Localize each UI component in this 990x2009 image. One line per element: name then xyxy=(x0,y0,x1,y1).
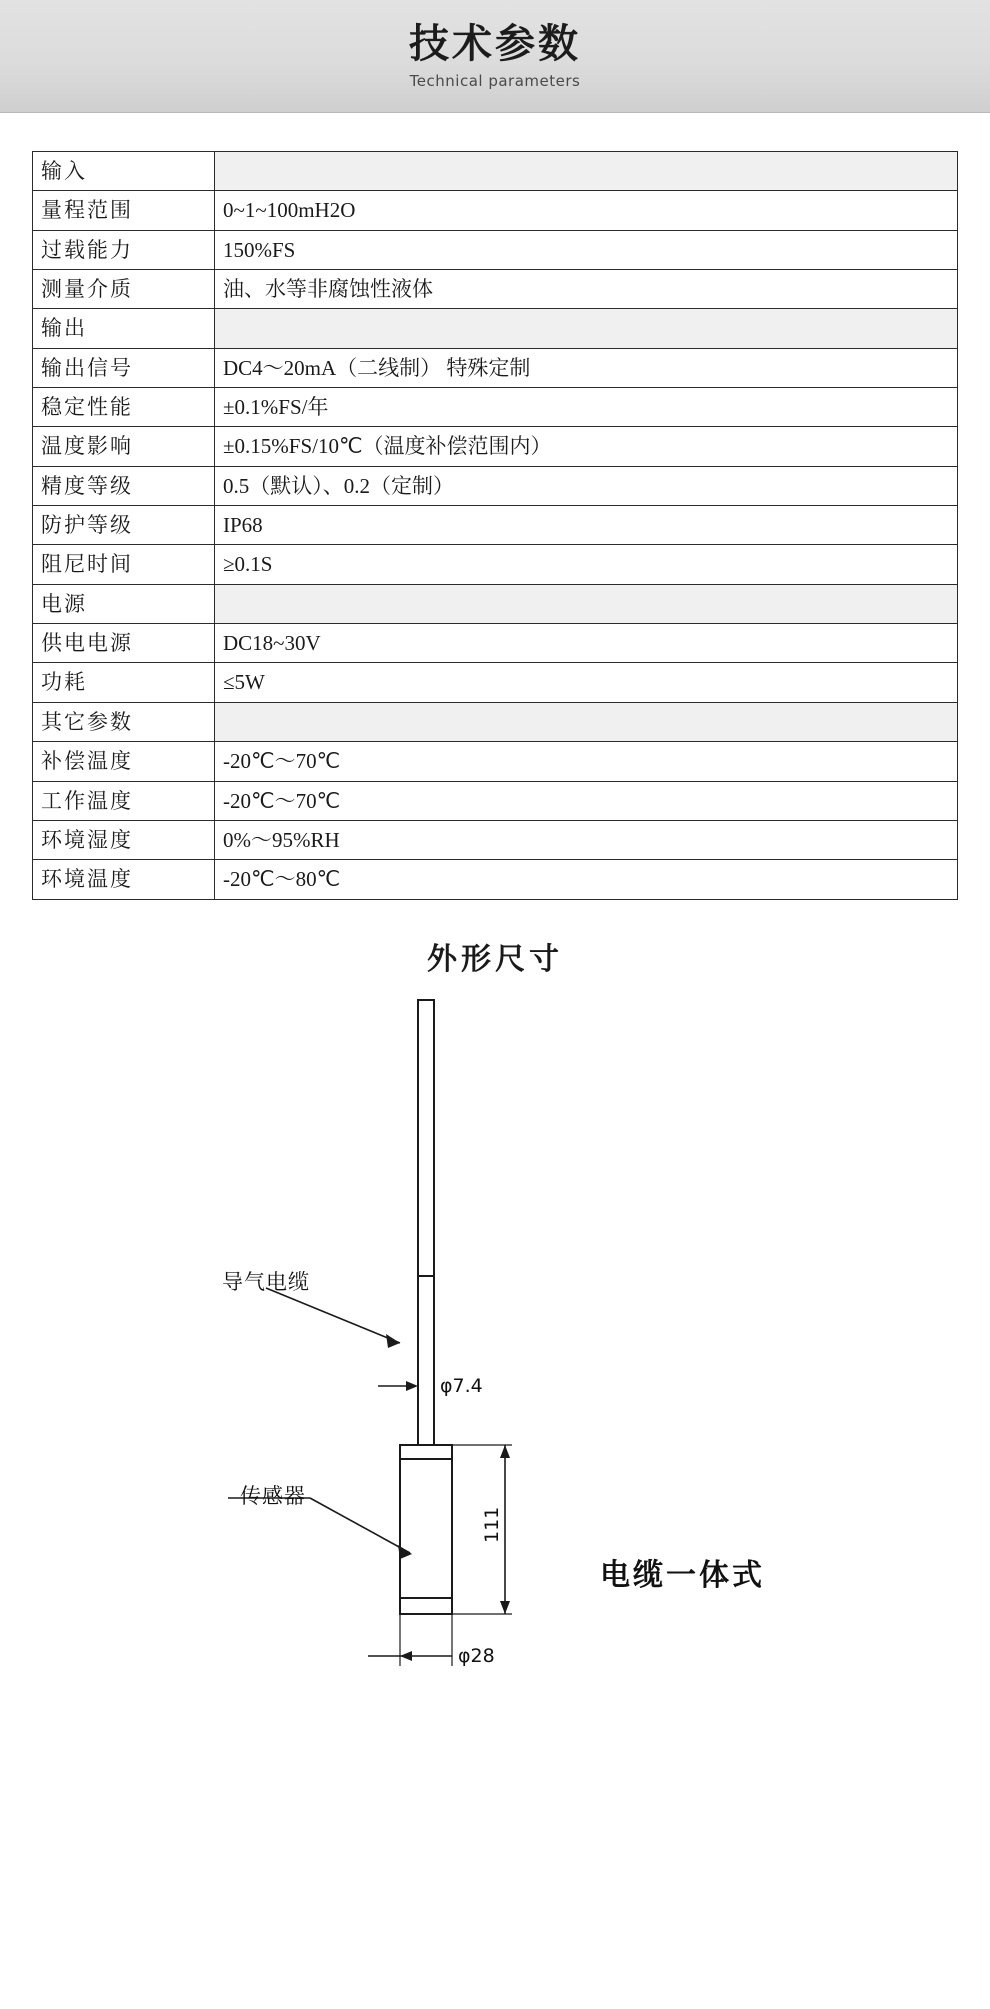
table-row xyxy=(33,506,958,545)
row-value xyxy=(215,309,958,348)
sensor-outline-drawing xyxy=(0,988,990,1708)
row-value: 油、水等非腐蚀性液体 xyxy=(215,270,958,309)
table-row xyxy=(33,191,958,230)
row-value: ±0.15%FS/10℃（温度补偿范围内） xyxy=(215,427,958,466)
cable-leader-line xyxy=(266,1288,400,1343)
row-label: 供电电源 xyxy=(33,624,215,663)
page-title: 技术参数 xyxy=(409,21,581,67)
cable-diameter-text: φ7.4 xyxy=(440,1374,483,1397)
product-type-label: 电缆一体式 xyxy=(600,1557,765,1593)
row-label: 电源 xyxy=(33,584,215,623)
row-value: 0~1~100mH2O xyxy=(215,191,958,230)
row-label: 输出信号 xyxy=(33,348,215,387)
body-length-text: 111 xyxy=(481,1506,503,1543)
sensor-body-shape xyxy=(400,1459,452,1614)
sensor-leader-line xyxy=(310,1498,410,1553)
row-label: 补偿温度 xyxy=(33,742,215,781)
row-label: 量程范围 xyxy=(33,191,215,230)
table-row xyxy=(33,230,958,269)
body-diameter-arrow xyxy=(400,1651,412,1661)
cable-diameter-arrow xyxy=(406,1381,418,1391)
table-row xyxy=(33,466,958,505)
sensor-callout-label: 传感器 xyxy=(240,1483,306,1508)
body-length-arrow-top xyxy=(500,1445,510,1458)
row-value xyxy=(215,702,958,741)
row-value: -20℃～80℃ xyxy=(215,860,958,899)
row-value: DC18~30V xyxy=(215,624,958,663)
row-value: ±0.1%FS/年 xyxy=(215,388,958,427)
row-label: 输入 xyxy=(33,152,215,191)
row-value: 0.5（默认）、0.2（定制） xyxy=(215,466,958,505)
table-row xyxy=(33,427,958,466)
row-label: 温度影响 xyxy=(33,427,215,466)
row-label: 阻尼时间 xyxy=(33,545,215,584)
page-header xyxy=(0,0,990,113)
row-label: 过载能力 xyxy=(33,230,215,269)
row-value: ≥0.1S xyxy=(215,545,958,584)
technical-parameters-table xyxy=(32,151,958,900)
table-row xyxy=(33,152,958,191)
row-label: 测量介质 xyxy=(33,270,215,309)
table-row xyxy=(33,545,958,584)
row-value: 0%～95%RH xyxy=(215,820,958,859)
table-row xyxy=(33,781,958,820)
cable-callout-label: 导气电缆 xyxy=(222,1269,310,1294)
table-row xyxy=(33,663,958,702)
table-row xyxy=(33,860,958,899)
cable-shape xyxy=(418,1000,434,1445)
body-diameter-text: φ28 xyxy=(458,1644,495,1667)
table-row xyxy=(33,348,958,387)
row-label: 环境温度 xyxy=(33,860,215,899)
row-value: IP68 xyxy=(215,506,958,545)
cable-leader-arrow xyxy=(386,1334,400,1348)
row-label: 功耗 xyxy=(33,663,215,702)
table-row xyxy=(33,820,958,859)
dimension-drawing xyxy=(0,988,990,1708)
row-value xyxy=(215,152,958,191)
row-value: -20℃～70℃ xyxy=(215,742,958,781)
table-row xyxy=(33,309,958,348)
row-label: 输出 xyxy=(33,309,215,348)
row-value xyxy=(215,584,958,623)
row-label: 其它参数 xyxy=(33,702,215,741)
row-label: 工作温度 xyxy=(33,781,215,820)
table-row xyxy=(33,624,958,663)
body-length-arrow-bottom xyxy=(500,1601,510,1614)
table-row xyxy=(33,270,958,309)
dimensions-title: 外形尺寸 xyxy=(427,941,563,977)
table-row xyxy=(33,388,958,427)
sensor-cap-shape xyxy=(400,1598,452,1614)
spec-table-body xyxy=(33,152,958,900)
row-label: 防护等级 xyxy=(33,506,215,545)
row-value: DC4～20mA（二线制） 特殊定制 xyxy=(215,348,958,387)
row-label: 环境湿度 xyxy=(33,820,215,859)
sensor-flange-shape xyxy=(400,1445,452,1459)
page-subtitle: Technical parameters xyxy=(409,72,581,90)
row-value: ≤5W xyxy=(215,663,958,702)
row-value: 150%FS xyxy=(215,230,958,269)
table-row xyxy=(33,742,958,781)
row-value: -20℃～70℃ xyxy=(215,781,958,820)
spec-table-container xyxy=(0,151,990,900)
table-row xyxy=(33,584,958,623)
row-label: 稳定性能 xyxy=(33,388,215,427)
table-row xyxy=(33,702,958,741)
row-label: 精度等级 xyxy=(33,466,215,505)
